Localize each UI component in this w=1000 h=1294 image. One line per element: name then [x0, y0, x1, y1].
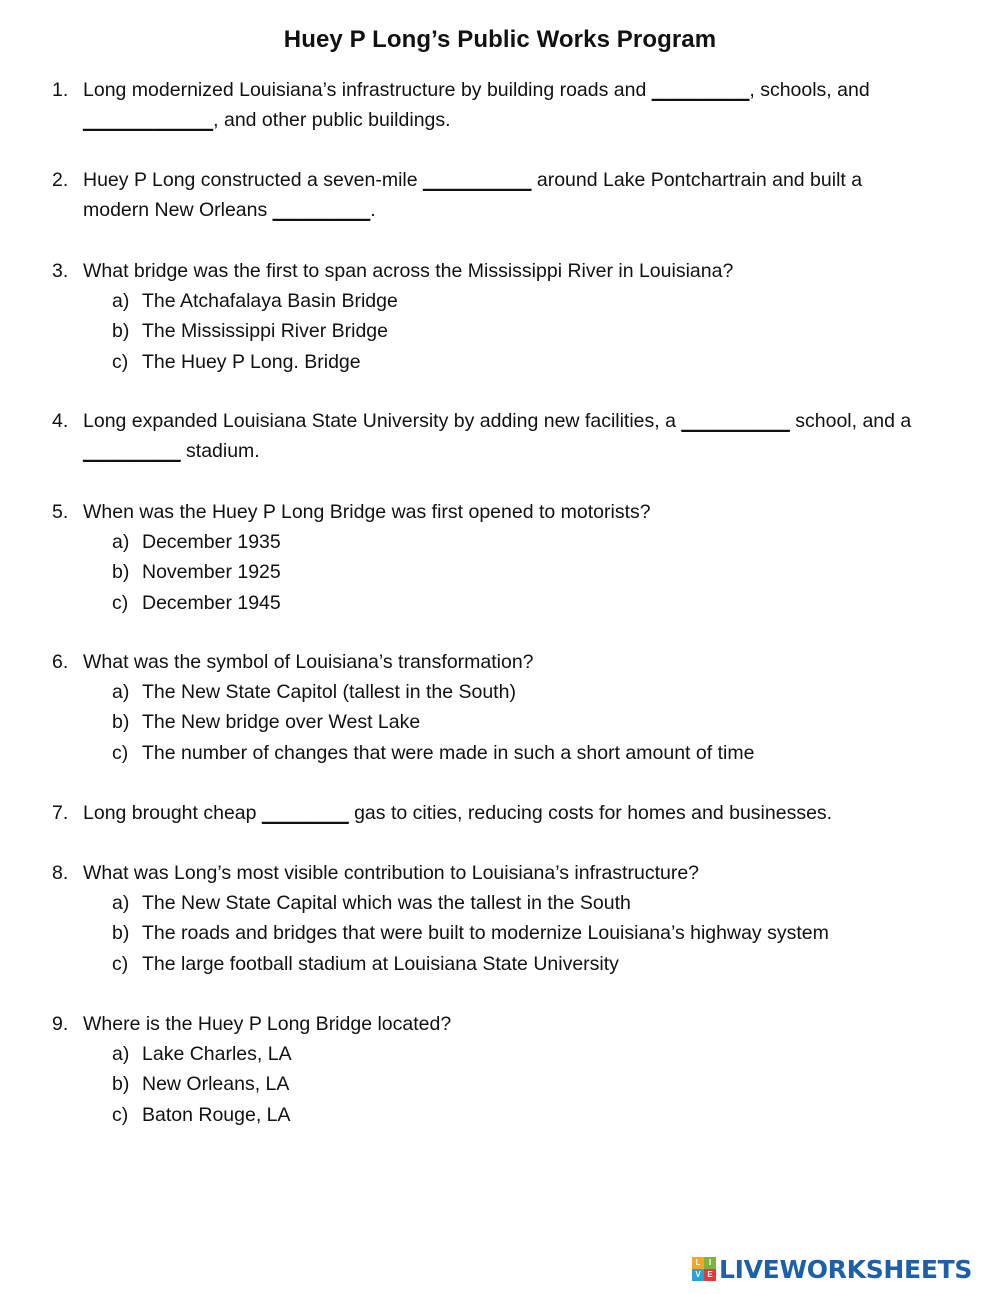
answer-blank[interactable]: ____________ — [83, 109, 214, 132]
question-text-line-2: modern New Orleans _________. — [83, 199, 376, 222]
answer-blank[interactable]: __________ — [423, 169, 532, 191]
answer-option-c[interactable]: c) Baton Rouge, LA — [112, 1103, 291, 1126]
question-5 — [52, 497, 972, 618]
answer-blank[interactable]: ________ — [261, 802, 349, 824]
question-number: 4. — [52, 410, 69, 432]
answer-option-c[interactable]: c) The Huey P Long. Bridge — [112, 350, 361, 373]
question-number: 7. — [52, 802, 69, 824]
logo-mark-tile: L — [692, 1257, 704, 1269]
question-number: 8. — [52, 862, 69, 884]
question-text: Long expanded Louisiana State University by adding new facilities, a __________ school, and a — [83, 410, 912, 432]
question-7 — [52, 798, 972, 828]
question-text: What was Long’s most visible contribution to Louisiana’s infrastructure? — [83, 862, 700, 884]
answer-option-a[interactable]: a) The New State Capitol (tallest in the South) — [112, 681, 516, 704]
question-6 — [52, 647, 972, 768]
question-number: 9. — [52, 1013, 69, 1035]
question-text-line-2: _________ stadium. — [83, 440, 260, 463]
question-text-line-2: ____________, and other public buildings. — [83, 109, 451, 132]
question-1 — [52, 75, 972, 135]
question-9 — [52, 1009, 972, 1130]
question-text: When was the Huey P Long Bridge was first opened to motorists? — [83, 501, 651, 523]
question-2 — [52, 165, 972, 225]
question-text: Huey P Long constructed a seven-mile __________ around Lake Pontchartrain and built a — [83, 169, 863, 191]
answer-option-a[interactable]: a) Lake Charles, LA — [112, 1043, 292, 1066]
answer-option-b[interactable]: b) The Mississippi River Bridge — [112, 320, 388, 343]
answer-blank[interactable]: __________ — [681, 410, 790, 432]
liveworksheets-logo — [692, 1254, 972, 1284]
question-text: What bridge was the first to span across the Mississippi River in Louisiana? — [83, 260, 734, 282]
answer-option-c[interactable]: c) The number of changes that were made in such a short amount of time — [112, 741, 755, 764]
answer-option-b[interactable]: b) New Orleans, LA — [112, 1073, 290, 1096]
answer-option-c[interactable]: c) The large football stadium at Louisiana State University — [112, 952, 619, 975]
answer-option-b[interactable]: b) November 1925 — [112, 561, 281, 584]
logo-mark-tile: V — [692, 1269, 704, 1281]
question-4 — [52, 406, 972, 466]
answer-option-b[interactable]: b) The roads and bridges that were built to modernize Louisiana’s highway system — [112, 922, 829, 945]
answer-option-c[interactable]: c) December 1945 — [112, 591, 281, 614]
question-text: Where is the Huey P Long Bridge located? — [83, 1013, 452, 1035]
answer-blank[interactable]: _________ — [651, 79, 750, 101]
question-number: 1. — [52, 79, 69, 101]
question-text: What was the symbol of Louisiana’s transformation? — [83, 651, 534, 673]
logo-mark-tile: I — [704, 1257, 716, 1269]
liveworksheets-mark-icon — [692, 1257, 716, 1281]
question-3 — [52, 256, 972, 377]
question-number: 6. — [52, 651, 69, 673]
logo-wordmark: LIVEWORKSHEETS — [719, 1254, 973, 1284]
answer-option-b[interactable]: b) The New bridge over West Lake — [112, 711, 421, 734]
question-text: Long modernized Louisiana’s infrastructure by building roads and _________, schools, and — [83, 79, 870, 101]
logo-mark-tile: E — [704, 1269, 716, 1281]
answer-option-a[interactable]: a) December 1935 — [112, 531, 281, 554]
question-text: Long brought cheap ________ gas to cities, reducing costs for homes and businesses. — [83, 802, 833, 824]
answer-blank[interactable]: _________ — [83, 440, 181, 463]
answer-option-a[interactable]: a) The New State Capital which was the tallest in the South — [112, 892, 631, 915]
page-title: Huey P Long’s Public Works Program — [283, 26, 717, 53]
question-number: 3. — [52, 260, 69, 282]
answer-blank[interactable]: _________ — [272, 199, 371, 222]
question-number: 5. — [52, 501, 69, 523]
question-number: 2. — [52, 169, 69, 191]
answer-option-a[interactable]: a) The Atchafalaya Basin Bridge — [112, 290, 398, 313]
question-8 — [52, 858, 972, 979]
